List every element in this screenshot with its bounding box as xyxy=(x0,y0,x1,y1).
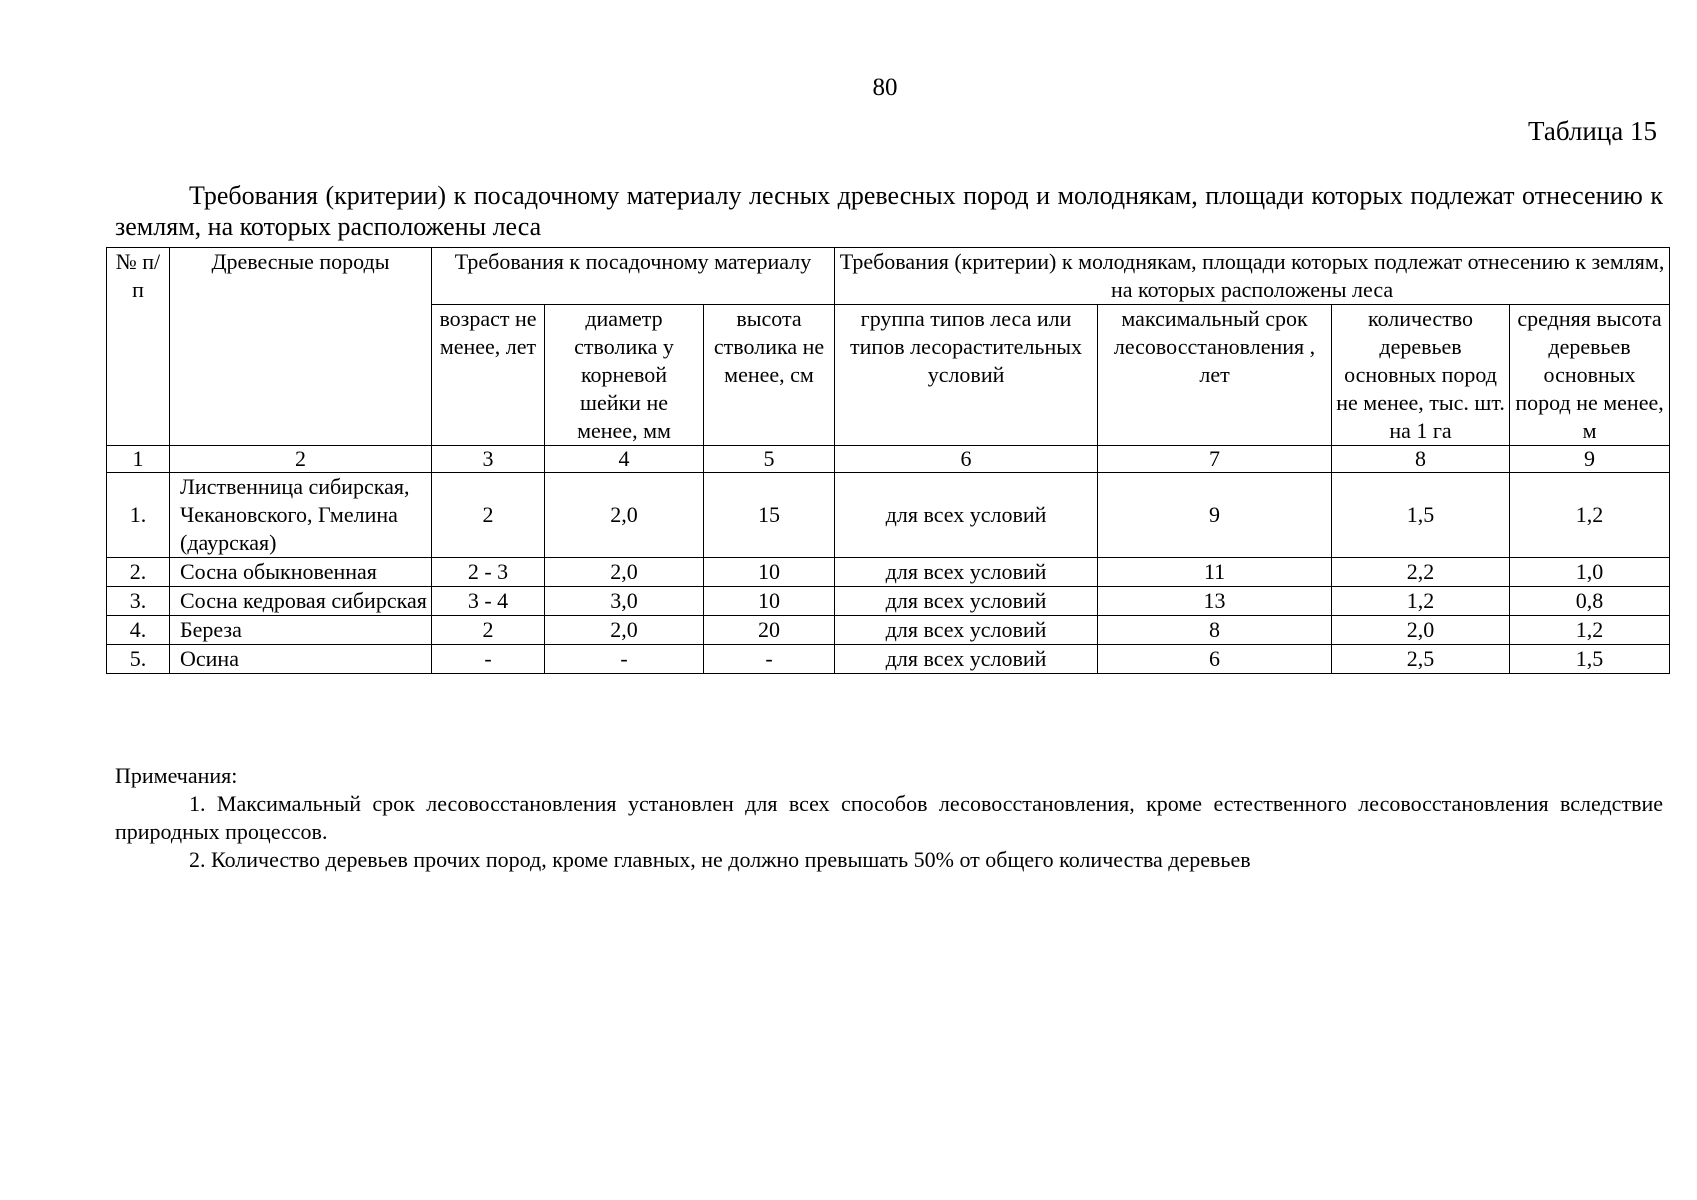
header-diameter: диаметр стволика у корневой шейки не менее, мм xyxy=(545,305,704,446)
row-num: 5. xyxy=(107,645,170,674)
row-max-term: 11 xyxy=(1098,558,1332,587)
table-label: Таблица 15 xyxy=(1528,116,1657,146)
header-species: Древесные породы xyxy=(170,248,432,446)
row-diameter: 2,0 xyxy=(545,616,704,645)
column-number: 7 xyxy=(1098,446,1332,473)
row-diameter: 2,0 xyxy=(545,473,704,558)
row-max-term: 13 xyxy=(1098,587,1332,616)
column-number: 5 xyxy=(704,446,835,473)
row-species: Сосна обыкновенная xyxy=(170,558,432,587)
row-age: 2 - 3 xyxy=(432,558,545,587)
header-avg-height: средняя высота деревьев основных пород не менее, м xyxy=(1510,305,1670,446)
row-max-term: 6 xyxy=(1098,645,1332,674)
row-avg-height: 0,8 xyxy=(1510,587,1670,616)
row-avg-height: 1,2 xyxy=(1510,616,1670,645)
note-item: 2. Количество деревьев прочих пород, кроме главных, не должно превышать 50% от общего количества деревьев xyxy=(189,847,1251,872)
header-row-1 xyxy=(107,248,1670,305)
row-num: 3. xyxy=(107,587,170,616)
column-number: 9 xyxy=(1510,446,1670,473)
row-avg-height: 1,0 xyxy=(1510,558,1670,587)
row-species: Лиственница сибирская, Чекановского, Гмелина (даурская) xyxy=(170,473,432,558)
header-young-stands: Требования (критерии) к молоднякам, площади которых подлежат отнесению к землям, на которых расположены леса xyxy=(835,248,1670,305)
row-age: 3 - 4 xyxy=(432,587,545,616)
row-height: 20 xyxy=(704,616,835,645)
notes-section xyxy=(115,762,1663,874)
row-forest-type: для всех условий xyxy=(835,558,1098,587)
row-height: - xyxy=(704,645,835,674)
header-age: возраст не менее, лет xyxy=(432,305,545,446)
row-num: 2. xyxy=(107,558,170,587)
row-max-term: 9 xyxy=(1098,473,1332,558)
row-height: 10 xyxy=(704,558,835,587)
row-species: Сосна кедровая сибирская xyxy=(170,587,432,616)
row-num: 4. xyxy=(107,616,170,645)
row-tree-count: 1,2 xyxy=(1332,587,1510,616)
column-number: 4 xyxy=(545,446,704,473)
row-tree-count: 2,2 xyxy=(1332,558,1510,587)
column-number: 1 xyxy=(107,446,170,473)
note-item: 1. Максимальный срок лесовосстановления установлен для всех способов лесовосстановления, кроме естественного лесовосстановления вследствие природных процессов. xyxy=(115,791,1663,844)
table-row xyxy=(107,645,1670,674)
row-age: 2 xyxy=(432,616,545,645)
column-number: 2 xyxy=(170,446,432,473)
header-max-term: максимальный срок лесовосстановления , лет xyxy=(1098,305,1332,446)
table-caption: Требования (критерии) к посадочному материалу лесных древесных пород и молоднякам, площади которых подлежат отнесению к землям, на которых расположены леса xyxy=(115,181,1663,241)
row-tree-count: 2,0 xyxy=(1332,616,1510,645)
header-tree-count: количество деревьев основных пород не менее, тыс. шт. на 1 га xyxy=(1332,305,1510,446)
column-number-row xyxy=(107,446,1670,473)
column-number: 3 xyxy=(432,446,545,473)
requirements-table xyxy=(106,247,1670,674)
row-diameter: - xyxy=(545,645,704,674)
column-number: 8 xyxy=(1332,446,1510,473)
row-forest-type: для всех условий xyxy=(835,645,1098,674)
notes-title: Примечания: xyxy=(115,763,238,788)
table-row xyxy=(107,587,1670,616)
table-row xyxy=(107,558,1670,587)
row-avg-height: 1,2 xyxy=(1510,473,1670,558)
row-max-term: 8 xyxy=(1098,616,1332,645)
row-diameter: 3,0 xyxy=(545,587,704,616)
row-diameter: 2,0 xyxy=(545,558,704,587)
header-forest-type: группа типов леса или типов лесорастительных условий xyxy=(835,305,1098,446)
row-height: 15 xyxy=(704,473,835,558)
row-height: 10 xyxy=(704,587,835,616)
row-tree-count: 1,5 xyxy=(1332,473,1510,558)
table-row xyxy=(107,473,1670,558)
page-number: 80 xyxy=(872,74,898,101)
row-forest-type: для всех условий xyxy=(835,616,1098,645)
row-age: 2 xyxy=(432,473,545,558)
table-row xyxy=(107,616,1670,645)
row-species: Осина xyxy=(170,645,432,674)
row-tree-count: 2,5 xyxy=(1332,645,1510,674)
column-number: 6 xyxy=(835,446,1098,473)
row-avg-height: 1,5 xyxy=(1510,645,1670,674)
row-num: 1. xyxy=(107,473,170,558)
header-num: № п/п xyxy=(107,248,170,446)
row-species: Береза xyxy=(170,616,432,645)
header-planting-material: Требования к посадочному материалу xyxy=(432,248,835,305)
row-age: - xyxy=(432,645,545,674)
header-height: высота стволика не менее, см xyxy=(704,305,835,446)
row-forest-type: для всех условий xyxy=(835,473,1098,558)
row-forest-type: для всех условий xyxy=(835,587,1098,616)
